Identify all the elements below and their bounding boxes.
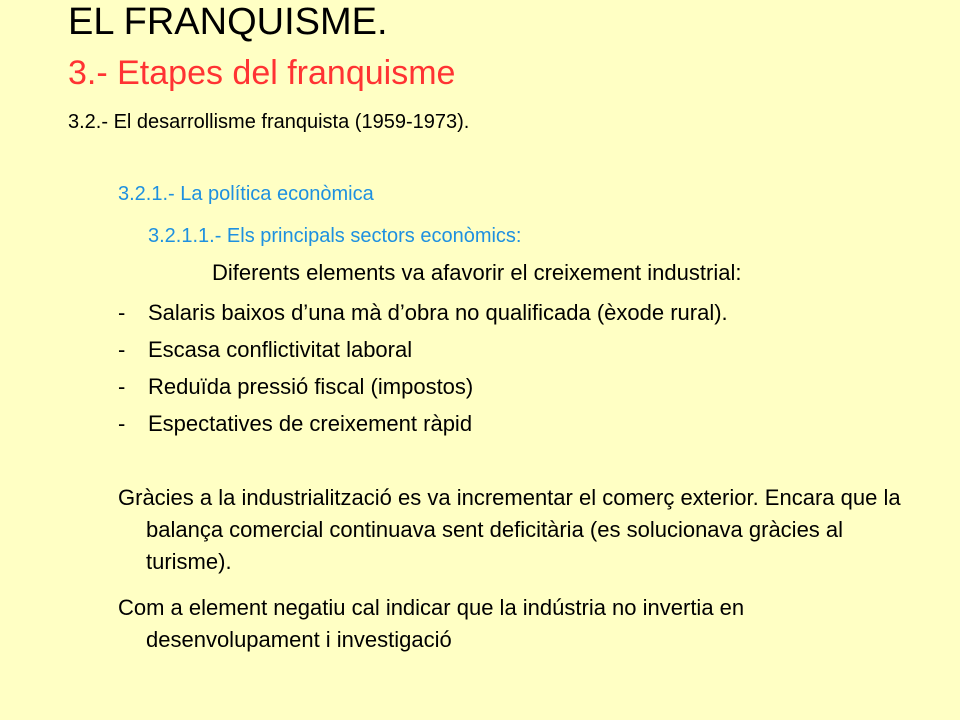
section-heading: 3.2.- El desarrollisme franquista (1959-1973). (68, 111, 470, 133)
subsection-heading: 3.2.1.- La política econòmica (118, 183, 374, 205)
bullet-list (118, 298, 728, 446)
bullet-text: Reduïda pressió fiscal (impostos) (148, 374, 474, 399)
bullet-text: Salaris baixos d’una mà d’obra no qualificada (èxode rural). (148, 300, 728, 325)
slide-subtitle: 3.- Etapes del franquisme (68, 54, 456, 92)
bullet-item (118, 298, 728, 335)
bullet-dash: - (118, 337, 126, 362)
bullet-text: Espectatives de creixement ràpid (148, 411, 473, 436)
bullet-text: Escasa conflictivitat laboral (148, 337, 413, 362)
bullet-item (118, 409, 728, 446)
bullet-dash: - (118, 300, 126, 325)
paragraph-research: Com a element negatiu cal indicar que la indústria no invertia en desenvolupament i investigació (118, 595, 745, 652)
bullet-dash: - (118, 374, 126, 399)
subsubsection-heading: 3.2.1.1.- Els principals sectors econòmics: (148, 225, 522, 247)
slide-title: EL FRANQUISME. (68, 1, 388, 43)
intro-text: Diferents elements va afavorir el creixement industrial: (212, 260, 742, 285)
paragraph-commerce: Gràcies a la industrialització es va incrementar el comerç exterior. Encara que la balança comercial continuava sent deficitària (es solucionava gràcies al turisme). (118, 485, 901, 574)
bullet-dash: - (118, 411, 126, 436)
bullet-item (118, 335, 728, 372)
bullet-item (118, 372, 728, 409)
